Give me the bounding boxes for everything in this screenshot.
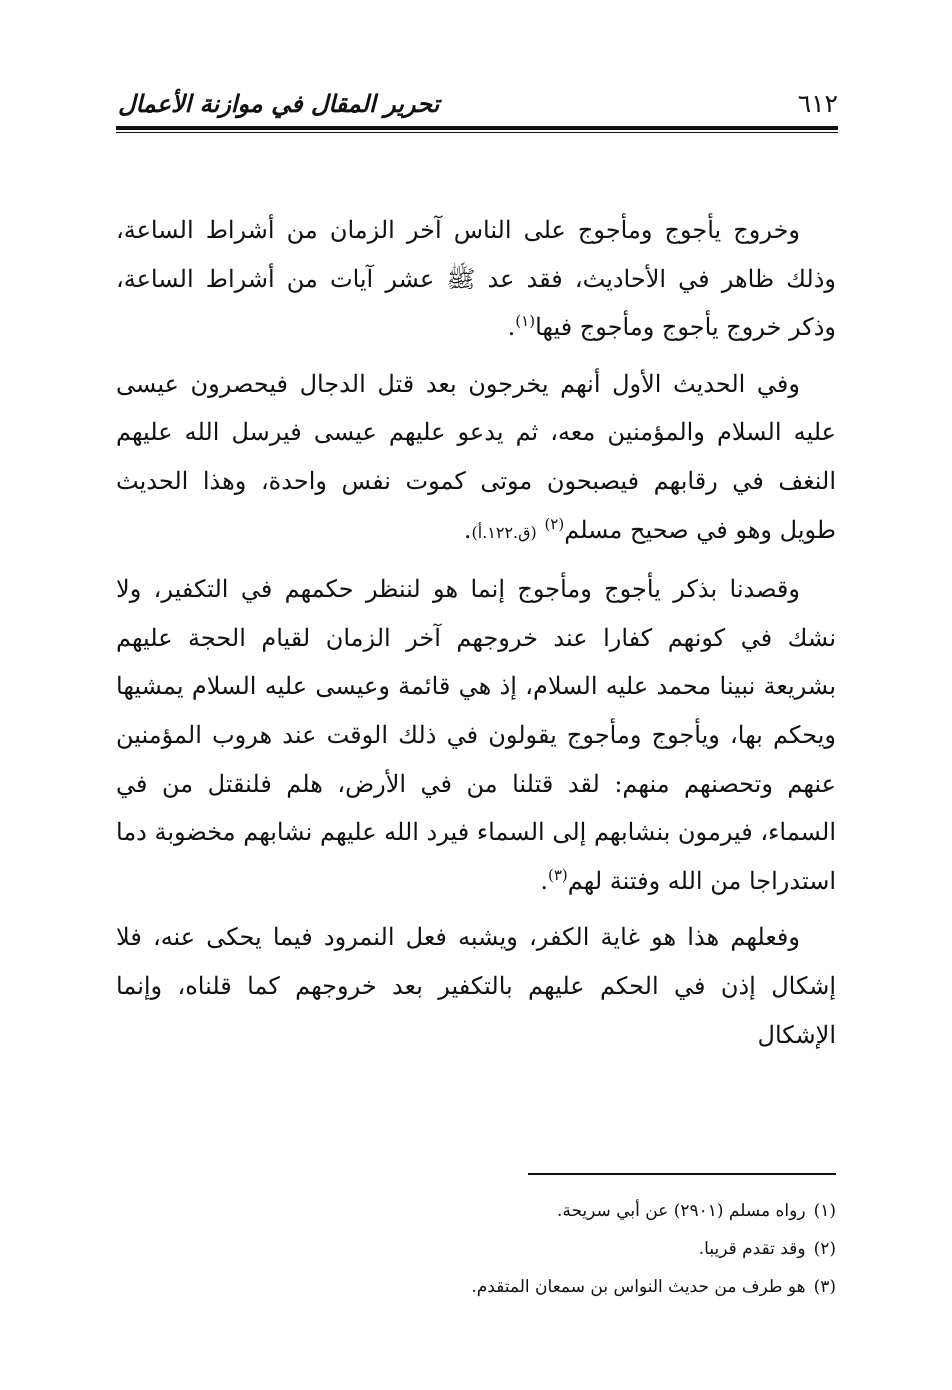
footnote-text: رواه مسلم (٢٩٠١) عن أبي سريحة.	[556, 1201, 806, 1221]
header-rule-thick	[116, 126, 838, 130]
footnote-2	[380, 1230, 836, 1268]
paragraph-3-tail: .	[540, 866, 548, 895]
paragraph-2-tail: .	[463, 515, 472, 544]
footnote-ref-1: (١)	[515, 312, 536, 331]
footnote-number: (١)	[813, 1201, 836, 1221]
paragraph-1-tail: .	[507, 313, 516, 342]
footnotes	[380, 1192, 836, 1306]
footnote-ref-3: (٣)	[548, 865, 568, 884]
footnote-ref-2: (٢)	[544, 514, 565, 533]
page-number: ٦١٢	[797, 89, 838, 118]
footnote-3	[380, 1268, 836, 1306]
paragraph-3	[116, 565, 836, 905]
paragraph-4	[116, 913, 836, 1059]
paragraph-3-text: وقصدنا بذكر يأجوج ومأجوج إنما هو لننظر حكمهم في التكفير، ولا نشك في كونهم كفارا عند خروجهم آخر الزمان لقيام الحجة عليهم بشريعة نبينا محمد عليه السلام، إذ هي قائمة وعيسى عليه السلام يمشيها ويحكم بها، ويأجوج ومأجوج يقولون في ذلك الوقت عند هروب المؤمنين عنهم وتحصنهم منهم: لقد قتلنا من في الأرض، هلم فلنقتل من في السماء، فيرمون بنشابهم إلى السماء فيرد الله عليهم نشابهم مخضوبة دما استدراجا من الله وفتنة لهم	[116, 575, 836, 895]
footnote-1	[380, 1192, 836, 1230]
paragraph-4-text: وفعلهم هذا هو غاية الكفر، ويشبه فعل النمرود فيما يحكى عنه، فلا إشكال إذن في الحكم عليهم بالتكفير بعد خروجهم كما قلناه، وإنما الإشكال	[116, 923, 836, 1049]
header-rule-thin	[116, 132, 838, 133]
paragraph-2-text: وفي الحديث الأول أنهم يخرجون بعد قتل الدجال فيحصرون عيسى عليه السلام والمؤمنين معه، ثم يدعو عليهم عيسى فيرسل الله عليهم النغف في رقابهم فيصبحون موتى كموت نفس واحدة، وهذا الحديث طويل وهو في صحيح مسلم	[116, 369, 836, 544]
main-text	[116, 206, 836, 1059]
footnote-number: (٣)	[813, 1277, 836, 1297]
running-title: تحرير المقال في موازنة الأعمال	[118, 89, 440, 118]
footnote-separator	[528, 1173, 836, 1175]
footnote-text: وقد تقدم قريبا.	[698, 1239, 806, 1259]
page-header	[118, 86, 838, 126]
footnote-text: هو طرف من حديث النواس بن سمعان المتقدم.	[471, 1277, 806, 1297]
manuscript-folio-ref: (ق.١٢٢.أ)	[471, 522, 537, 542]
paragraph-1-text: وخروج يأجوج ومأجوج على الناس آخر الزمان من أشراط الساعة، وذلك ظاهر في الأحاديث، فقد عد ﷺ عشر آيات من أشراط الساعة، وذكر خروج يأجوج ومأجوج فيها	[116, 216, 836, 342]
paragraph-1	[116, 206, 836, 352]
footnote-number: (٢)	[813, 1239, 836, 1259]
paragraph-2	[116, 360, 836, 557]
